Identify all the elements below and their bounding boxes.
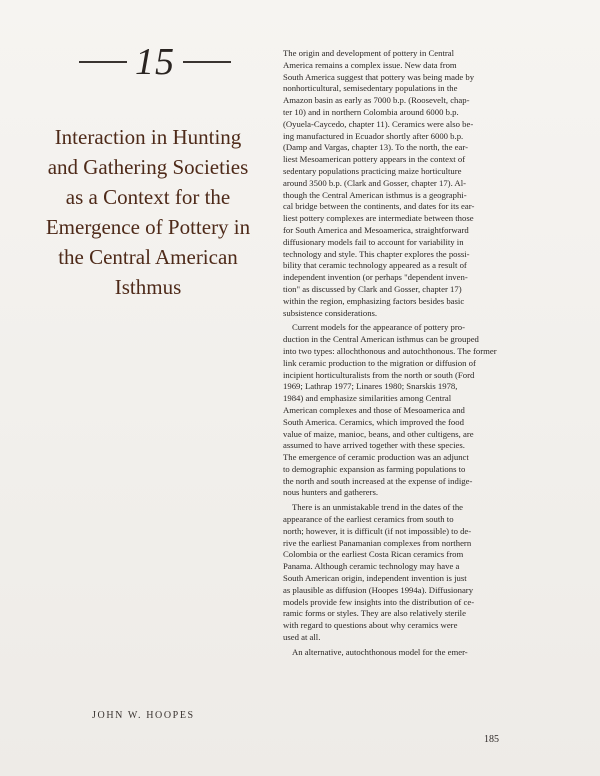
text-line: ter 10) and in northern Colombia around 6000 b.p. — [283, 106, 459, 117]
text-line: subsistence considerations. — [283, 307, 378, 318]
text-line: ing manufactured in Ecuador shortly after 6000 b.p. — [283, 130, 464, 141]
text-line: America remains a complex issue. New data from — [283, 59, 457, 70]
text-line: Amazon basin as early as 7000 b.p. (Roosevelt, chap- — [283, 95, 470, 106]
text-line: assumed to have arrived together with these species. — [283, 440, 465, 451]
text-line: bility that ceramic technology appeared as a result of — [283, 260, 467, 271]
chapter-title-line: the Central American — [58, 245, 238, 269]
text-line: value of maize, manioc, beans, and other cultigens, are — [283, 428, 474, 439]
text-line: nonhorticultural, semisedentary populations in the — [283, 83, 458, 94]
text-line: The origin and development of pottery in Central — [283, 48, 455, 58]
left-rule — [79, 61, 127, 62]
text-line: incipient horticulturalists from the north or south (Ford — [283, 369, 475, 380]
text-line: sedentary populations practicing maize horticulture — [283, 165, 462, 176]
text-line: the north and south increased at the expense of indige- — [283, 475, 473, 486]
chapter-title-line: Isthmus — [114, 275, 182, 299]
text-line: 1969; Lathrap 1977; Linares 1980; Snarskis 1978, — [283, 381, 458, 392]
text-line: around 3500 b.p. (Clark and Gosser, chapter 17). Al- — [283, 177, 467, 188]
text-line: with regard to questions about why ceramics were — [283, 620, 458, 631]
body-text — [283, 48, 504, 659]
text-line: as plausible as diffusion (Hoopes 1994a). Diffusionary — [283, 584, 474, 595]
text-line: ramic forms or styles. They are also relatively sterile — [283, 608, 466, 619]
body-paragraph — [283, 322, 504, 499]
text-line: (Oyuela-Caycedo, chapter 11). Ceramics were also be- — [283, 118, 474, 129]
author-name: JOHN W. HOOPES — [92, 710, 195, 721]
text-line: though the Central American isthmus is a geographi- — [283, 189, 467, 200]
chapter-number: 15 — [135, 41, 175, 83]
body-paragraph — [283, 502, 504, 644]
text-line: Current models for the appearance of pottery pro- — [292, 322, 465, 333]
body-paragraph — [283, 48, 504, 319]
chapter-marker — [70, 40, 240, 84]
chapter-title-line: Emergence of Pottery in — [45, 215, 251, 239]
text-line: Colombia or the earliest Costa Rican ceramics from — [283, 549, 464, 560]
text-line: link ceramic production to the migration or diffusion of — [283, 357, 476, 368]
text-line: rive the earliest Panamanian complexes from northern — [283, 537, 472, 548]
text-line: for South America and Mesoamerica, straightforward — [283, 224, 469, 235]
text-line: South America suggest that pottery was being made by — [283, 71, 475, 82]
text-line: An alternative, autochthonous model for the emer- — [292, 646, 468, 657]
text-line: models provide few insights into the distribution of ce- — [283, 596, 475, 607]
text-line: The emergence of ceramic production was an adjunct — [283, 452, 469, 463]
text-line: diffusionary models fail to account for variability in — [283, 236, 464, 247]
text-line: independent invention (or perhaps "dependent inven- — [283, 272, 468, 283]
text-line: nous hunters and gatherers. — [283, 487, 379, 498]
text-line: cal bridge between the continents, and dates for its ear- — [283, 201, 475, 212]
page-number: 185 — [484, 734, 499, 745]
text-line: into two types: allochthonous and autochthonous. The former — [283, 345, 497, 356]
text-line: There is an unmistakable trend in the dates of the — [292, 502, 464, 513]
text-line: liest pottery complexes are intermediate between those — [283, 213, 474, 224]
chapter-title-line: as a Context for the — [65, 185, 231, 209]
text-line: 1984) and emphasize similarities among Central — [283, 393, 452, 404]
text-line: South America. Ceramics, which improved the food — [283, 416, 464, 427]
text-line: appearance of the earliest ceramics from south to — [283, 514, 454, 525]
body-paragraph — [283, 647, 504, 659]
text-line: north; however, it is difficult (if not impossible) to de- — [283, 525, 472, 536]
chapter-title — [14, 122, 282, 302]
text-line: (Damp and Vargas, chapter 13). To the north, the ear- — [283, 142, 468, 153]
chapter-title-line: and Gathering Societies — [47, 155, 249, 179]
text-line: South American origin, independent invention is just — [283, 573, 467, 584]
text-line: liest Mesoamerican pottery appears in the context of — [283, 154, 466, 165]
text-line: technology and style. This chapter explores the possi- — [283, 248, 470, 259]
chapter-title-line: Interaction in Hunting — [54, 125, 242, 149]
text-line: used at all. — [283, 632, 321, 643]
text-line: Panama. Although ceramic technology may have a — [283, 561, 460, 572]
text-line: to demographic expansion as farming populations to — [283, 463, 466, 474]
text-line: duction in the Central American isthmus can be grouped — [283, 334, 479, 345]
text-line: within the region, emphasizing factors besides basic — [283, 295, 465, 306]
right-rule — [183, 61, 231, 62]
text-line: tion" as discussed by Clark and Gosser, chapter 17) — [283, 283, 462, 294]
text-line: American complexes and those of Mesoamerica and — [283, 404, 465, 415]
